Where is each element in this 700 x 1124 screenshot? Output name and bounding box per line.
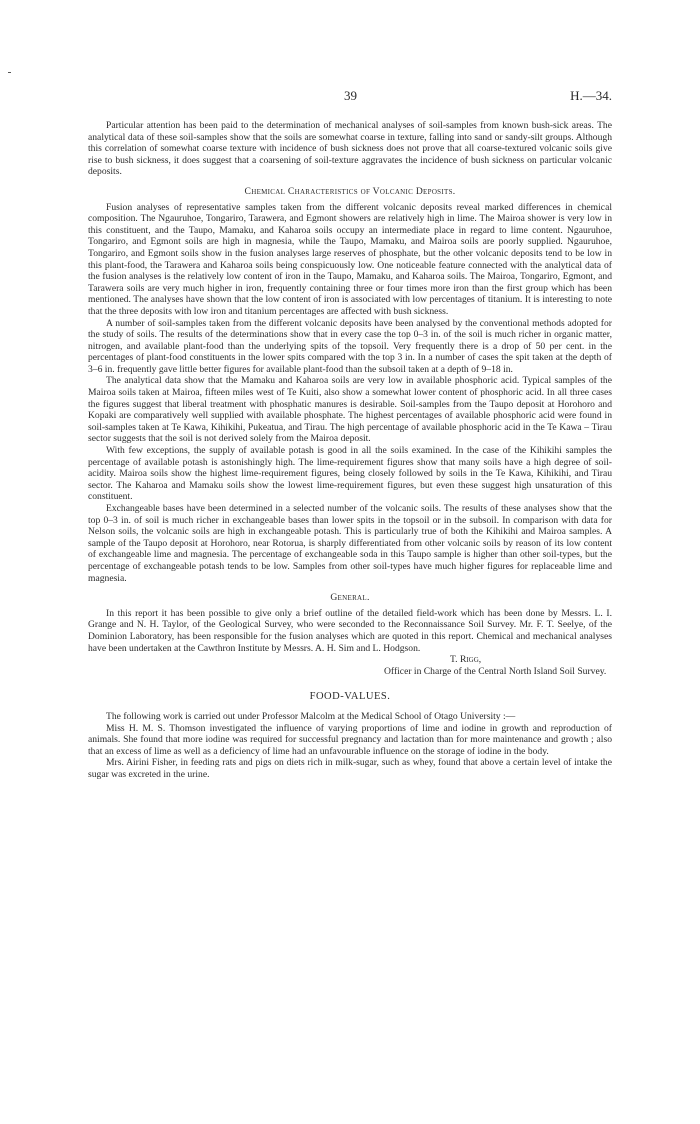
page-number: 39 (344, 88, 357, 103)
running-head (88, 88, 612, 108)
food-values-intro: The following work is carried out under Professor Malcolm at the Medical School of Otago University :— (106, 710, 516, 722)
document-code: H.—34. (570, 88, 612, 103)
general-paragraph: In this report it has been possible to give only a brief outline of the detailed field-work which has been done by Messrs. L. I. Grange and N. H. Taylor, of the Geological Survey, who were seconded to the Reconnaissance Soil Survey. Mr. F. T. Seelye, of the Dominion Laboratory, has been responsible for the fusion analyses which are quoted in this report. Chemical and mechanical analyses have been undertaken at the Cawthron Institute by Messrs. A. H. Sim and L. Hodgson. (88, 607, 612, 654)
food-values-heading: FOOD-VALUES. (309, 691, 391, 703)
document-page (88, 88, 612, 780)
signature-title: Officer in Charge of the Central North Island Soil Survey. (384, 665, 607, 677)
intro-paragraph: Particular attention has been paid to the determination of mechanical analyses of soil-samples from known bush-sick areas. The analytical data of these soil-samples show that the soils are somewhat coarse in texture, falling into sand or sandy-silt groups. Although this correlation of somewhat coarse texture with incidence of bush sickness does not prove that all coarse-textured volcanic soils give rise to bush sickness, it does suggest that a coarsening of soil-texture aggravates the incidence of bush sickness on particular volcanic deposits. (88, 120, 612, 178)
chemical-paragraph-fusion: Fusion analyses of representative samples taken from the different volcanic deposits reveal marked differences in chemical composition. The Ngauruhoe, Tongariro, Tarawera, and Egmont showers are relatively high in lime. The Mairoa shower is very low in this constituent, and the Taupo, Mamaku, and Kaharoa soils occupy an intermediate place in regard to lime content. Ngauruhoe, Tongariro, and Egmont soils are high in magnesia, while the Taupo, Mamaku, and Mairoa soils are poorly supplied. Ngauruhoe, Tongariro, and Egmont soils show in the fusion analyses large reserves of phosphate, but the other volcanic deposits tend to be low in this plant-food, the Tarawera and Kaharoa soils being conspicuously low. One noticeable feature connected with the analytical data of the fusion analyses is the relatively low content of iron in the Taupo, Mamaku, and Kaharoa soils. The Mairoa, Tongariro, Egmont, and Tarawera soils are very much higher in iron, frequently containing three or four times more iron than the first group which has been mentioned. The analyses have shown that the low content of iron is associated with low percentages of titanium. It is interesting to note that the three deposits with low iron and titanium percentages are affected with bush sickness. (88, 201, 612, 317)
chemical-paragraph-soil-samples: A number of soil-samples taken from the different volcanic deposits have been analysed by the conventional methods adopted for the study of soils. The results of the determinations show that in every case the top 0–3 in. of the soil is much richer in organic matter, nitrogen, and available plant-food than the underlying spits of the topsoil. Very frequently there is a drop of 50 per cent. in the percentages of plant-food constituents in the lower spits compared with the top 3 in. In a number of cases the spit taken at the depth of 3–6 in. frequently gave little better figures for available plant-food than the subsoil taken at a depth of 9–18 in. (88, 317, 612, 375)
signature-name: T. Rigg, (450, 654, 482, 666)
chemical-paragraph-exchangeable-bases: Exchangeable bases have been determined in a selected number of the volcanic soils. The results of these analyses show that the top 0–3 in. of soil is much richer in exchangeable bases than lower spits in the topsoil or in the subsoil. In comparison with data for Nelson soils, the volcanic soils are high in exchangeable potash. This is particularly true of both the Kihikihi and Mairoa samples. A sample of the Taupo deposit at Horohoro, near Rotorua, is sharply differentiated from other volcanic soils by reason of its low content of exchangeable lime and magnesia. The percentage of exchangeable soda in this Taupo sample is higher than other soil-types, but the percentage of exchangeable potash tends to be low. Samples from other soil-types have much higher figures for replaceable lime and magnesia. (88, 503, 612, 584)
report-body (88, 120, 612, 780)
chemical-paragraph-potash: With few exceptions, the supply of available potash is good in all the soils examined. In the case of the Kihikihi samples the percentage of available potash is astonishingly high. The lime-requirement figures show that many soils have a high degree of soil-acidity. Mairoa soils show the highest lime-requirement figures, being closely followed by soils in the Te Kawa, Kihikihi, and Tirau sector. The Kaharoa and Mamaku soils show the lowest lime-requirement figures, but even these suggest high unsaturation of this constituent. (88, 445, 612, 503)
margin-mark (8, 72, 11, 73)
food-values-thomson: Miss H. M. S. Thomson investigated the influence of varying proportions of lime and iodine in growth and reproduction of animals. She found that more iodine was required for successful pregnancy and lactation than for more maintenance and growth ; also that an excess of lime as well as a deficiency of lime had an unfavourable influence on the storage of iodine in the body. (88, 722, 612, 757)
chemical-paragraph-phosphoric-acid: The analytical data show that the Mamaku and Kaharoa soils are very low in available phosphoric acid. Typical samples of the Mairoa soils taken at Mairoa, fifteen miles west of Te Kuiti, also show a somewhat lower content of phosphoric acid. In all three cases the figures suggest that liberal treatment with phosphatic manures is desirable. Soil-samples from the Taupo deposit at Horohoro and Kopaki are comparatively well supplied with available phosphate. The highest percentages of available phosphoric acid were found in soil-samples taken at Te Kawa, Kihikihi, Pukeatua, and Tirau. The high percentage of available phosphoric acid in the Te Kawa – Tirau sector suggests that the soil is not derived solely from the Mairoa deposit. (88, 375, 612, 445)
general-heading: General. (330, 592, 370, 604)
signature-block (88, 654, 612, 677)
food-values-fisher: Mrs. Airini Fisher, in feeding rats and pigs on diets rich in milk-sugar, such as whey, found that above a certain level of intake the sugar was excreted in the urine. (88, 757, 612, 780)
chemical-characteristics-heading: Chemical Characteristics of Volcanic Deposits. (244, 185, 456, 197)
